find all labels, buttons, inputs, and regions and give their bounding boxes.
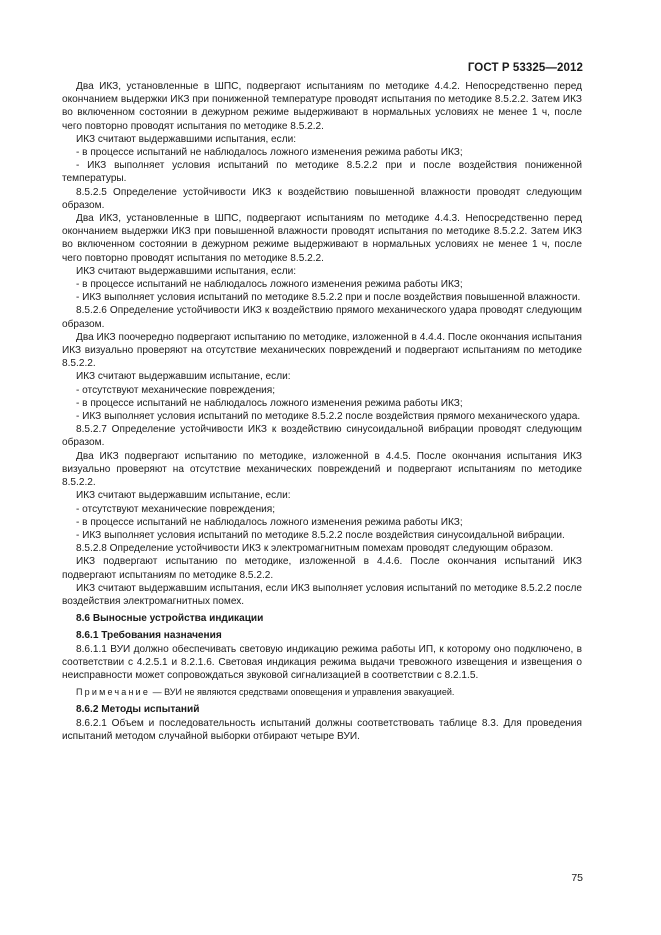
list-item: - отсутствуют механические повреждения; — [76, 503, 276, 515]
list-item: - ИКЗ выполняет условия испытаний по методике 8.5.2.2 после воздействия прямого механического удара. — [76, 411, 581, 423]
subsection-heading: 8.6.1 Требования назначения — [76, 630, 222, 642]
paragraph: ИКЗ считают выдержавшим испытания, если ИКЗ выполняет условия испытаний по методике 8.5.2.2 после воздействия электромагнитных помех. — [62, 582, 582, 607]
list-item: - в процессе испытаний не наблюдалось ложного изменения режима работы ИКЗ; — [76, 147, 463, 159]
list-item: - в процессе испытаний не наблюдалось ложного изменения режима работы ИКЗ; — [76, 279, 463, 291]
list-item: - отсутствуют механические повреждения; — [76, 384, 276, 396]
paragraph: Два ИКЗ поочередно подвергают испытанию по методике, изложенной в 4.4.4. После окончания испытания ИКЗ визуально проверяют на отсутствие механических повреждений и подвергают испытаниям по методике 8.5.2.2. — [62, 331, 582, 370]
paragraph: ИКЗ подвергают испытанию по методике, изложенной в 4.4.6. После окончания испытаний ИКЗ подвергают испытаниям по методике 8.5.2.2. — [62, 556, 582, 581]
list-item: - ИКЗ выполняет условия испытаний по методике 8.5.2.2 при и после воздействия пониженной температуры. — [62, 160, 582, 185]
note — [62, 686, 582, 699]
paragraph: 8.6.1.1 ВУИ должно обеспечивать световую индикацию режима работы ИП, к которому оно подключено, в соответствии с 4.2.5.1 и 8.2.1.6. Световая индикация режима выдачи тревожного извещения и извещения о неисправности может сопровождаться звуковой сигнализацией в соответствии с 8.2.1.5. — [62, 643, 582, 681]
list-item: - ИКЗ выполняет условия испытаний по методике 8.5.2.2 при и после воздействия повышенной влажности. — [76, 292, 581, 304]
document-code-header: ГОСТ Р 53325—2012 — [467, 62, 583, 74]
paragraph: ИКЗ считают выдержавшими испытания, если: — [76, 265, 297, 277]
paragraph: 8.5.2.7 Определение устойчивости ИКЗ к воздействию синусоидальной вибрации проводят следующим образом. — [62, 424, 582, 449]
page-number: 75 — [571, 872, 583, 884]
paragraph: 8.5.2.5 Определение устойчивости ИКЗ к воздействию повышенной влажности проводят следующим образом. — [62, 186, 582, 211]
paragraph: 8.6.2.1 Объем и последовательность испытаний должны соответствовать таблице 8.3. Для проведения испытаний методом случайной выборки отбирают четыре ВУИ. — [62, 717, 582, 742]
paragraph: Два ИКЗ, установленные в ШПС, подвергают испытаниям по методике 4.4.2. Непосредственно перед окончанием выдержки ИКЗ при пониженной температуре проводят испытания по методике 8.5.2.2. Затем ИКЗ во включенном состоянии в дежурном режиме выдерживают в нормальных условиях не менее 1 ч, после чего повторно проводят испытания по методике 8.5.2.2. — [62, 81, 582, 132]
paragraph: ИКЗ считают выдержавшим испытание, если: — [76, 490, 291, 502]
section-heading: 8.6 Выносные устройства индикации — [76, 613, 264, 625]
paragraph: ИКЗ считают выдержавшими испытания, если: — [76, 133, 297, 145]
note-text: — ВУИ не являются средствами оповещения и управления эвакуацией. — [150, 687, 455, 698]
paragraph: 8.5.2.6 Определение устойчивости ИКЗ к воздействию прямого механического удара проводят следующим образом. — [62, 305, 582, 330]
list-item: - в процессе испытаний не наблюдалось ложного изменения режима работы ИКЗ; — [76, 516, 463, 528]
paragraph: Два ИКЗ, установленные в ШПС, подвергают испытаниям по методике 4.4.3. Непосредственно перед окончанием выдержки ИКЗ при повышенной влажности проводят испытания по методике 8.5.2.2. Затем ИКЗ во включенном состоянии в дежурном режиме выдерживают в нормальных условиях не менее 1 ч, после чего повторно проводят испытания по методике 8.5.2.2. — [62, 213, 582, 264]
list-item: - ИКЗ выполняет условия испытаний по методике 8.5.2.2 после воздействия синусоидальной вибрации. — [76, 529, 565, 541]
paragraph: 8.5.2.8 Определение устойчивости ИКЗ к электромагнитным помехам проводят следующим образом. — [76, 543, 554, 555]
paragraph: Два ИКЗ подвергают испытанию по методике, изложенной в 4.4.5. После окончания испытания ИКЗ визуально проверяют на отсутствие механических повреждений и подвергают испытаниям по методике 8.5.2.2. — [62, 450, 582, 489]
document-body — [62, 80, 582, 743]
subsection-heading: 8.6.2 Методы испытаний — [76, 704, 200, 716]
note-label: Примечание — [76, 687, 151, 698]
list-item: - в процессе испытаний не наблюдалось ложного изменения режима работы ИКЗ; — [76, 397, 463, 409]
paragraph: ИКЗ считают выдержавшим испытание, если: — [76, 371, 291, 383]
